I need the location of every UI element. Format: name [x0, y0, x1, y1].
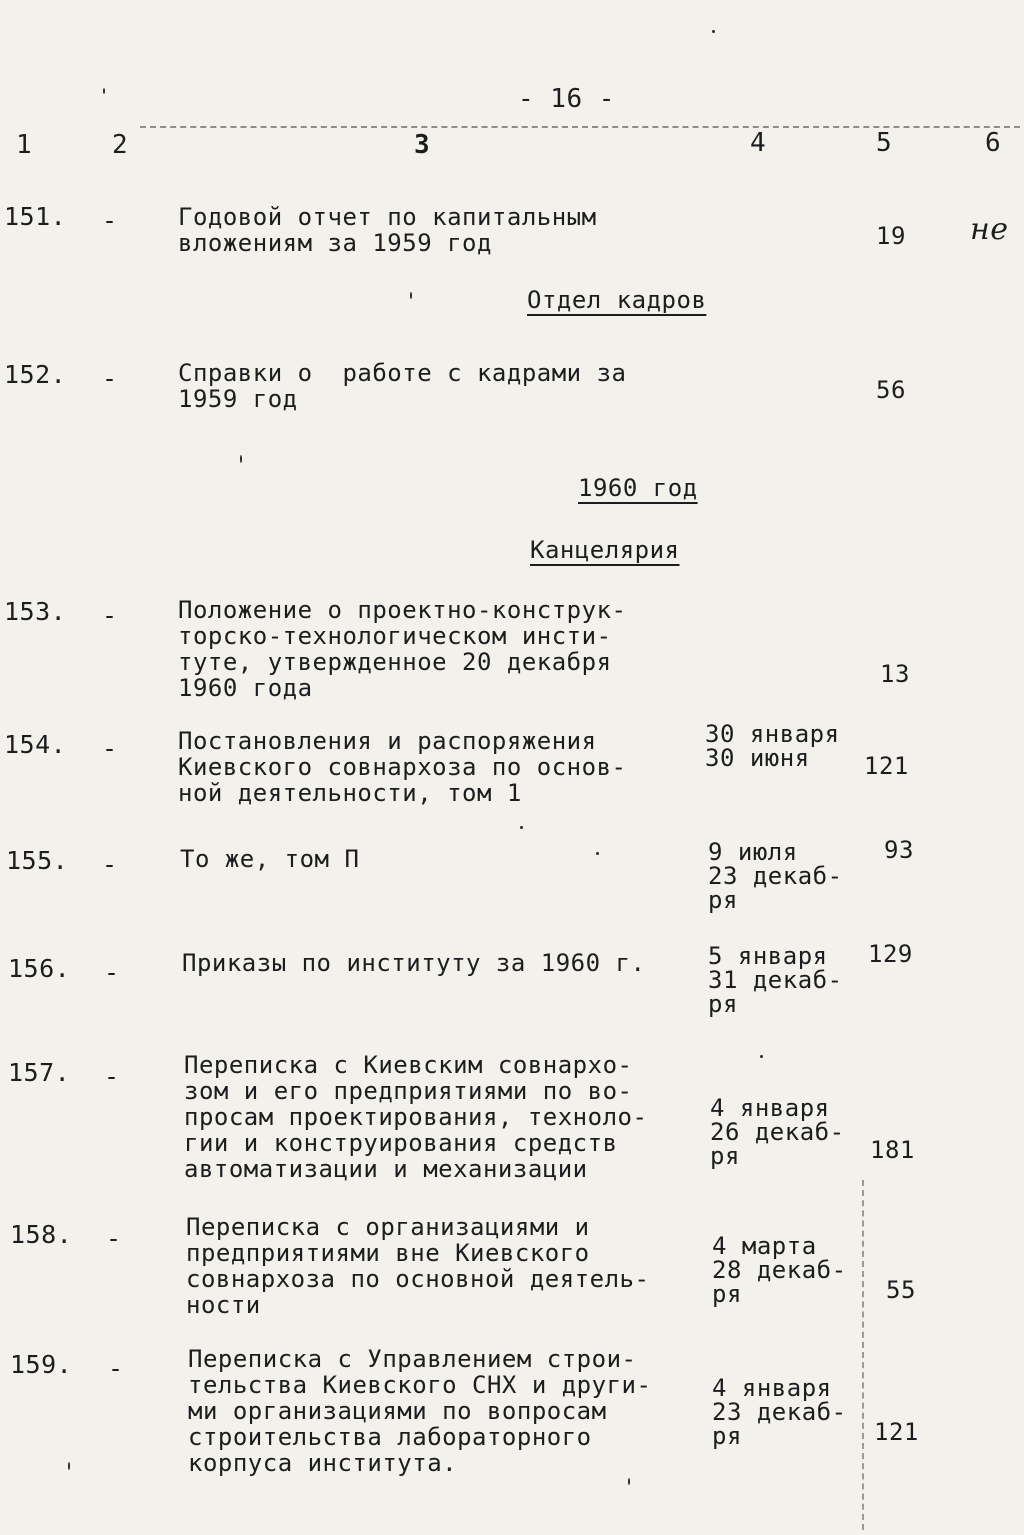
item-sheet-count: 19	[876, 222, 906, 250]
item-description: Постановления и распоряжения Киевского совнархоза по основ- ной деятельности, том 1	[178, 727, 627, 807]
item-number: 156.	[8, 954, 71, 983]
scan-speck	[240, 455, 242, 463]
column-header-6: 6	[985, 128, 1002, 158]
item-sheet-count: 55	[886, 1276, 916, 1304]
scan-speck	[596, 852, 599, 855]
item-dash: -	[102, 206, 118, 235]
item-description: Справки о работе с кадрами за 1959 год	[178, 359, 627, 413]
scan-speck	[103, 88, 105, 94]
scan-speck	[712, 30, 715, 33]
section-heading-chancellery: Канцелярия	[530, 536, 680, 564]
section-heading-personnel: Отдел кадров	[527, 286, 707, 314]
item-dash: -	[104, 1062, 120, 1091]
item-date-range: 9 июля 23 декаб- ря	[708, 838, 843, 914]
item-description: Положение о проектно-конструк- торско-технологическом инсти- туте, утвержденное 20 декабря 1960 года	[178, 596, 627, 702]
item-sheet-count: 121	[864, 752, 909, 780]
item-sheet-count: 93	[884, 836, 914, 864]
item-date-range: 4 марта 28 декаб- ря	[712, 1232, 847, 1308]
item-dash: -	[108, 1354, 124, 1383]
item-dash: -	[102, 601, 118, 630]
item-dash: -	[106, 1224, 122, 1253]
item-date-range: 4 января 23 декаб- ря	[712, 1374, 847, 1450]
item-sheet-count: 129	[868, 940, 913, 968]
handwritten-note: не	[970, 212, 1009, 247]
item-number: 155.	[6, 846, 69, 875]
column-header-5: 5	[876, 128, 893, 158]
item-date-range: 30 января 30 июня	[705, 720, 840, 772]
item-description: Переписка с Киевским совнархо- зом и его предприятиями по во- просам проектирования, техноло- гии и конструирования средств автоматизации и механизации	[184, 1051, 648, 1183]
item-dash: -	[102, 364, 118, 393]
item-description: Переписка с Управлением строи- тельства Киевского СНХ и други- ми организациями по вопросам строительства лабораторного корпуса института.	[188, 1345, 652, 1477]
item-sheet-count: 13	[880, 660, 910, 688]
column-header-2: 2	[112, 130, 129, 160]
scan-speck	[628, 1478, 630, 1485]
column-header-4: 4	[750, 128, 767, 158]
item-sheet-count: 181	[870, 1136, 915, 1164]
item-number: 157.	[8, 1058, 71, 1087]
item-date-range: 4 января 26 декаб- ря	[710, 1094, 845, 1170]
column-header-3: 3	[414, 130, 431, 160]
item-date-range: 5 января 31 декаб- ря	[708, 942, 843, 1018]
scan-speck	[760, 1055, 763, 1058]
item-number: 154.	[4, 730, 67, 759]
item-sheet-count: 121	[874, 1418, 919, 1446]
scan-speck	[410, 292, 412, 299]
item-number: 158.	[10, 1220, 73, 1249]
item-dash: -	[102, 850, 118, 879]
item-number: 159.	[10, 1350, 73, 1379]
item-number: 152.	[4, 360, 67, 389]
section-heading-year: 1960 год	[578, 474, 698, 502]
item-description: То же, том П	[180, 845, 360, 873]
column-guide-line	[862, 1180, 864, 1530]
item-dash: -	[104, 958, 120, 987]
item-description: Переписка с организациями и предприятиями вне Киевского совнархоза по основной деятель- ности	[186, 1213, 650, 1319]
page-number: - 16 -	[518, 84, 615, 114]
item-number: 153.	[4, 597, 67, 626]
item-dash: -	[102, 734, 118, 763]
item-number: 151.	[4, 202, 67, 231]
scan-speck	[68, 1462, 70, 1470]
scan-speck	[520, 826, 523, 829]
column-header-1: 1	[16, 130, 33, 160]
item-description: Годовой отчет по капитальным вложениям за 1959 год	[178, 203, 597, 257]
item-description: Приказы по институту за 1960 г.	[182, 949, 646, 977]
item-sheet-count: 56	[876, 376, 906, 404]
